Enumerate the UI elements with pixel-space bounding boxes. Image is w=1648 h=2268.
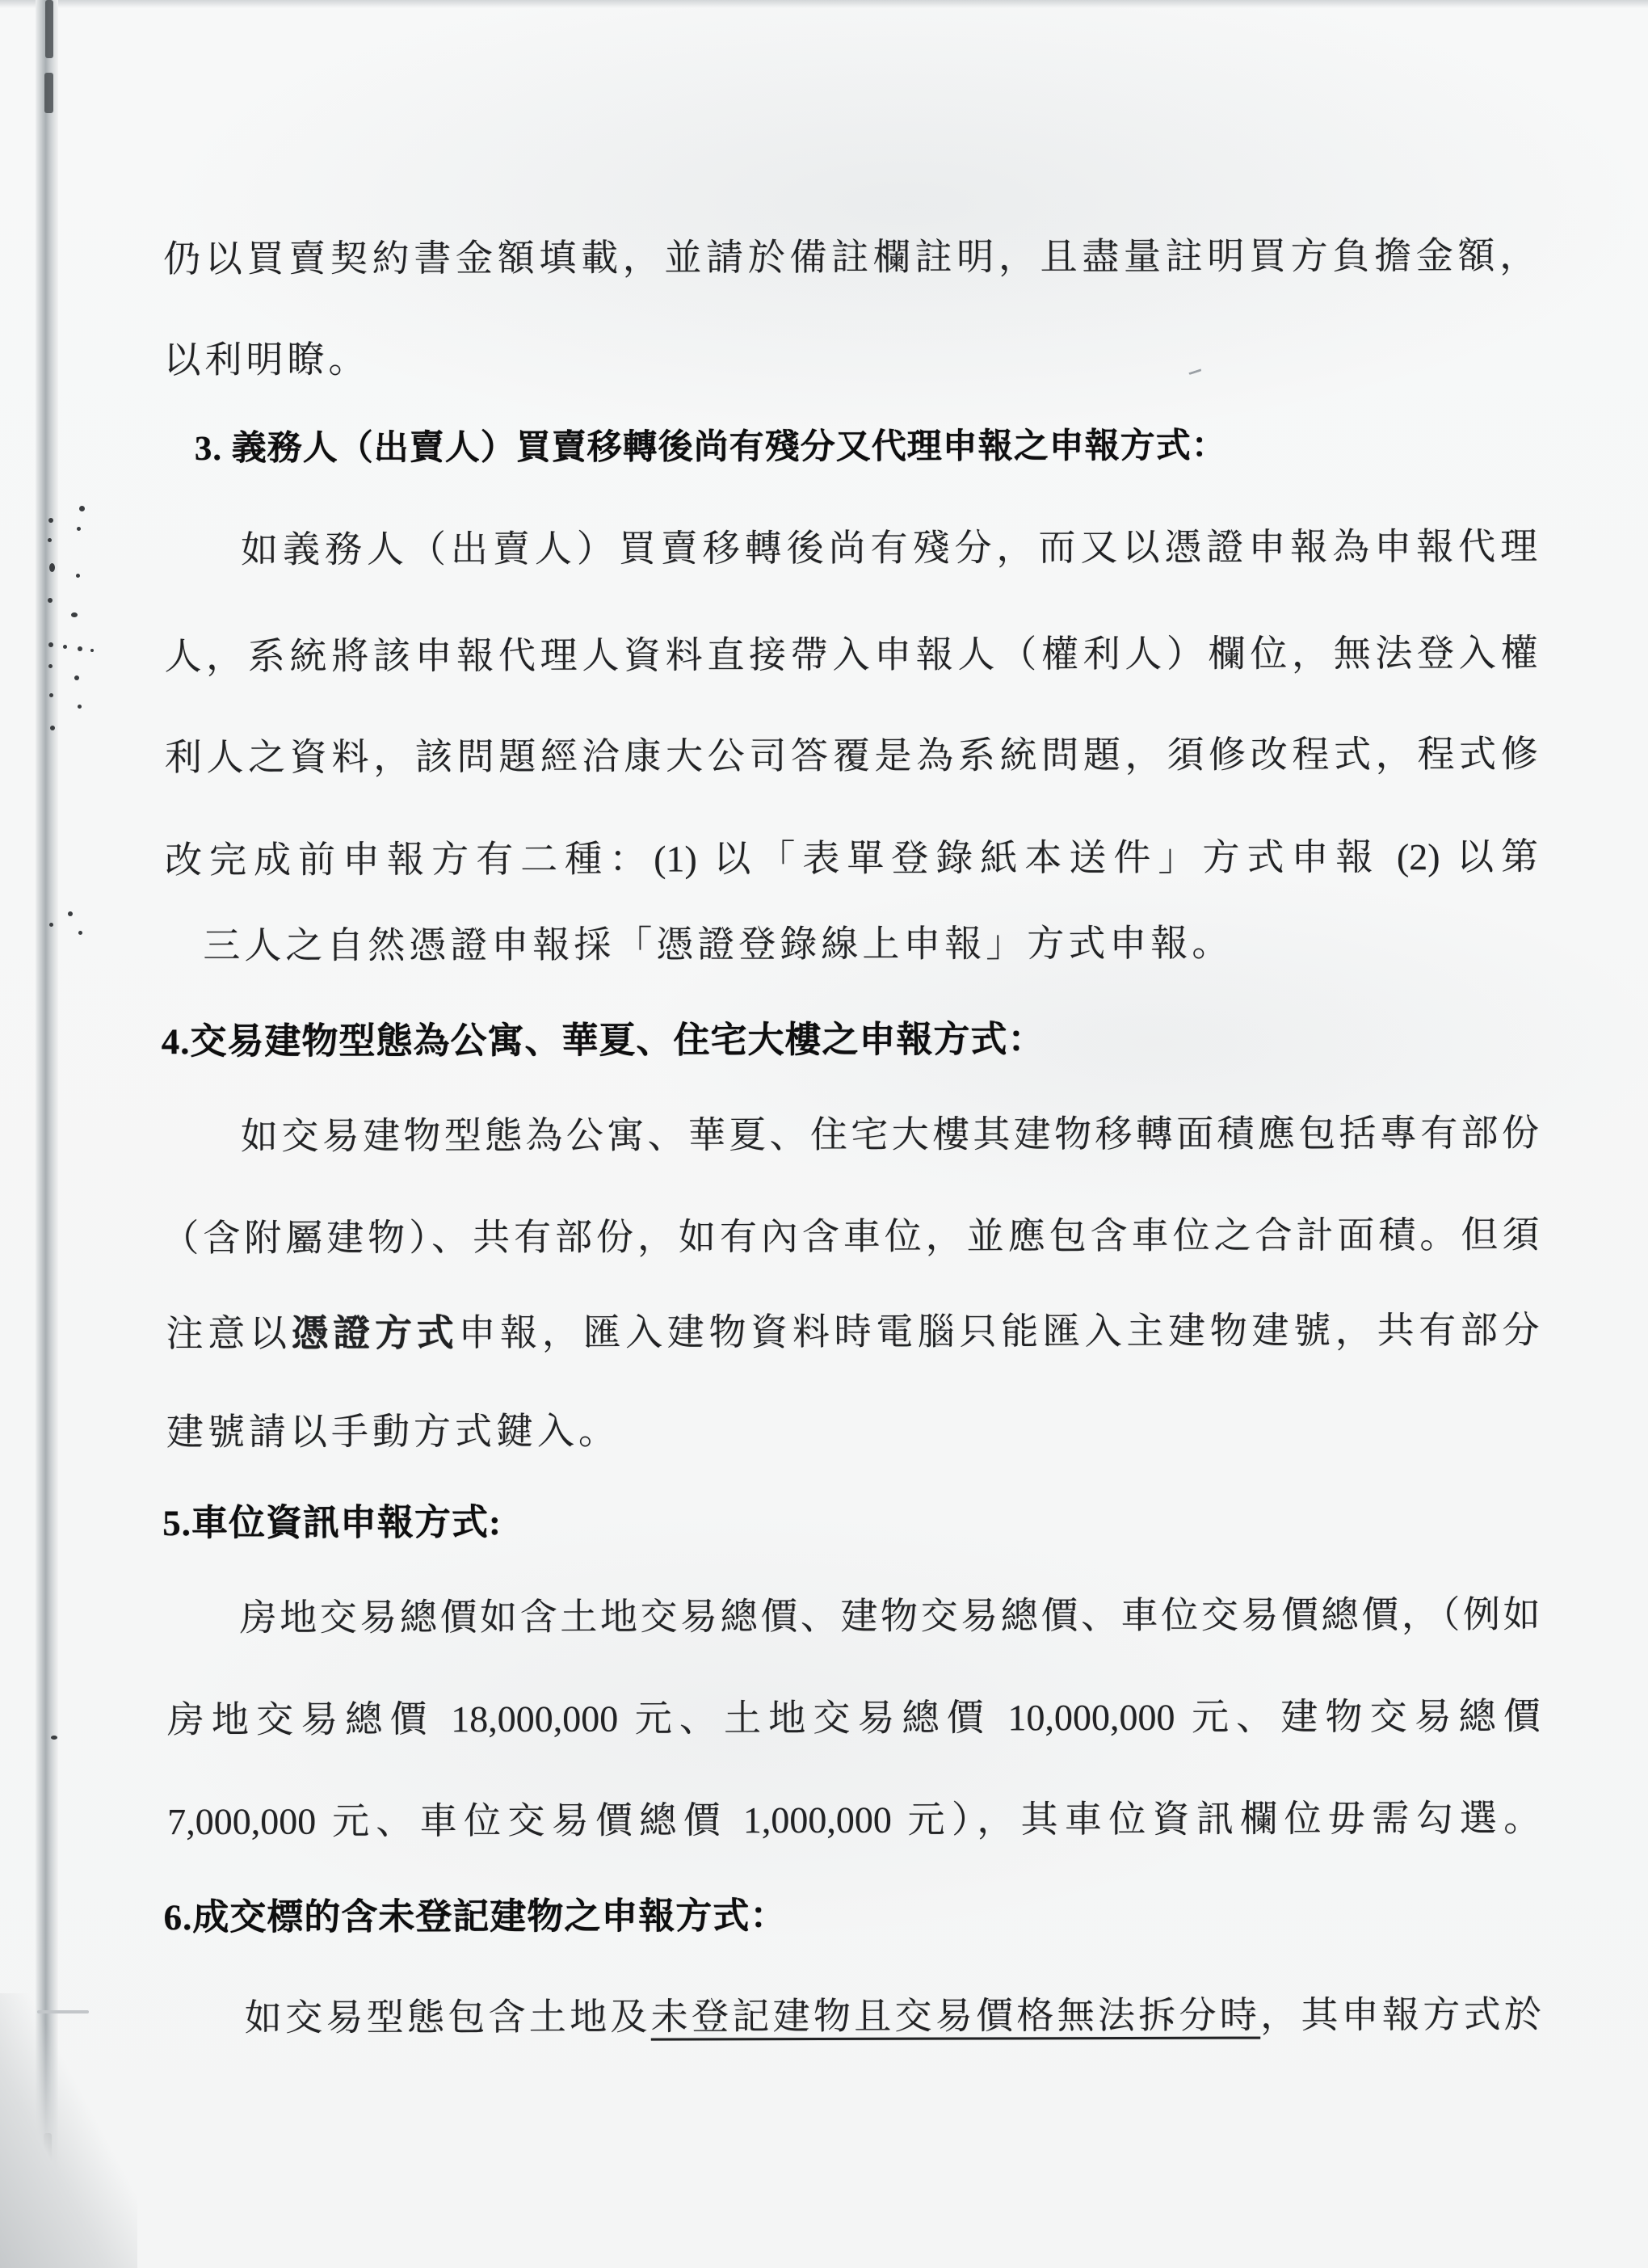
section-3-line-4: 改完成前申報方有二種：(1) 以「表單登錄紙本送件」方式申報 (2) 以第 (165, 835, 1539, 882)
section-4-heading: 4.交易建物型態為公寓、華夏、住宅大樓之申報方式： (161, 1019, 1045, 1062)
section-3-line-2: 人，系統將該申報代理人資料直接帶入申報人（權利人）欄位，無法登入權 (164, 632, 1538, 678)
section-6-line-1-underlined: 未登記建物且交易價格無法拆分時 (650, 1994, 1261, 2038)
section-6-line-1-pre: 如交易型態包含土地及 (244, 1996, 651, 2039)
section-3-line-5: 三人之自然憑證申報採「憑證登錄線上申報」方式申報。 (203, 922, 1234, 967)
section-3-line-3: 利人之資料，該問題經洽康大公司答覆是為系統問題，須修改程式，程式修 (164, 733, 1538, 779)
section-5-heading: 5.車位資訊申報方式: (162, 1502, 502, 1544)
intro-line-2: 以利明瞭。 (163, 339, 370, 381)
section-4-line-3 (166, 1306, 1540, 1359)
section-4-line-3-bold: 憑證方式 (291, 1312, 459, 1354)
section-5-line-2: 房地交易總價 18,000,000 元、土地交易總價 10,000,000 元、建物交易總價 (166, 1695, 1541, 1741)
section-4-line-3-post: 申報，匯入建物資料時電腦只能匯入主建物建號，共有部分 (458, 1309, 1540, 1354)
section-5-line-3: 7,000,000 元、車位交易價總價 1,000,000 元），其車位資訊欄位毋需勾選。 (167, 1797, 1541, 1843)
section-4-line-2: （含附屬建物）、共有部份，如有內含車位，並應包含車位之合計面積。但須 (162, 1214, 1540, 1260)
section-5-line-1: 房地交易總價如含土地交易總價、建物交易總價、車位交易價總價，（例如 (239, 1593, 1541, 1639)
section-6-heading: 6.成交標的含未登記建物之申報方式： (163, 1896, 788, 1938)
intro-line-1: 仍以買賣契約書金額填載，並請於備註欄註明，且盡量註明買方負擔金額， (163, 234, 1537, 280)
section-3-line-1: 如義務人（出賣人）買賣移轉後尚有殘分，而又以憑證申報為申報代理 (241, 525, 1538, 570)
section-3-heading: 3. 義務人（出賣人）買賣移轉後尚有殘分又代理申報之申報方式： (194, 427, 1227, 469)
section-4-line-1: 如交易建物型態為公寓、華夏、住宅大樓其建物移轉面積應包括專有部份 (240, 1112, 1540, 1157)
section-6-line-1 (245, 1990, 1541, 2043)
section-4-line-4: 建號請以手動方式鍵入。 (166, 1410, 620, 1454)
section-4-line-3-pre: 注意以 (166, 1312, 292, 1355)
section-6-line-1-post: ，其申報方式於 (1260, 1993, 1541, 2036)
